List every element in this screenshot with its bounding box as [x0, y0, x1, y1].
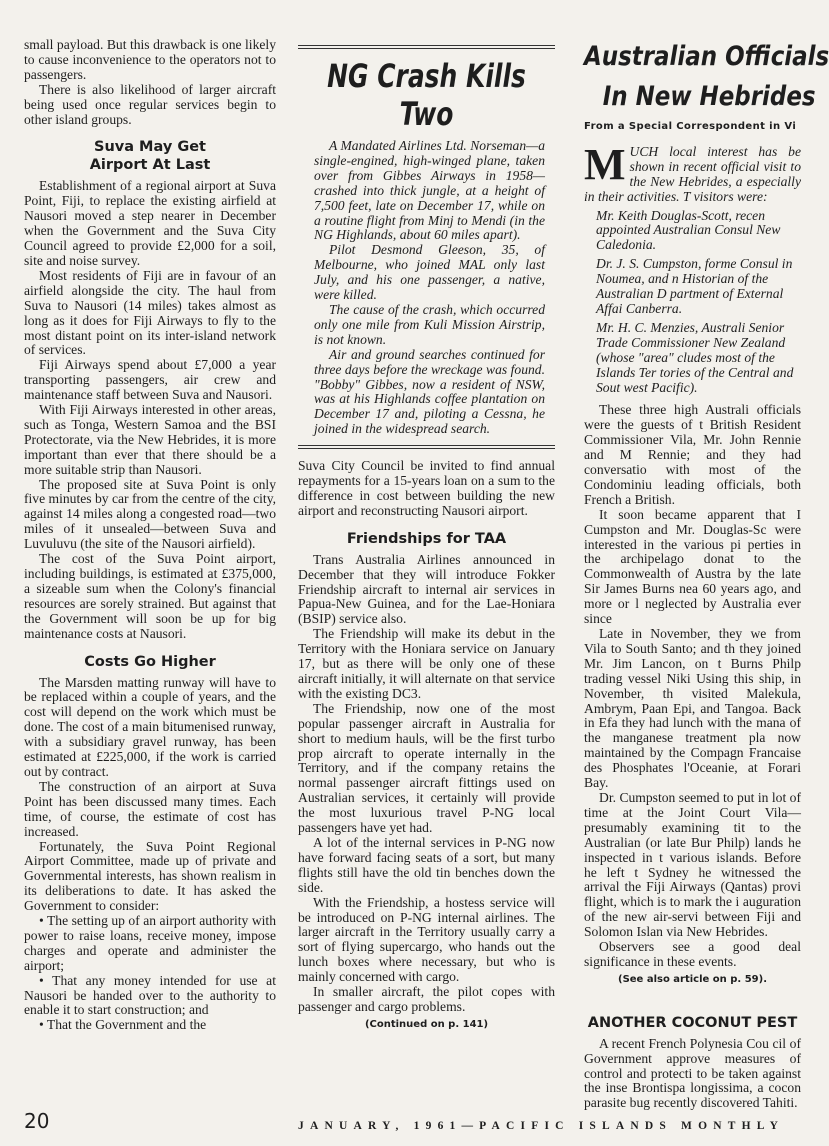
paragraph: The cost of the Suva Point airport, including buildings, is estimated at £375,000, a sizeable sum when the Colony's financial resources are sorely strained. But against that the Government will soon be up for big maintenance costs at Nausori. [24, 551, 276, 641]
paragraph: Pilot Desmond Gleeson, 35, of Melbourne, who joined MAL only last July, and his one passenger, a native, were killed. [314, 242, 545, 303]
section-heading-coconut-pest: ANOTHER COCONUT PEST [587, 1014, 798, 1031]
bullet-item: • The setting up of an airport authority with power to raise loans, receive money, impose charges and operate and administer the airport; [24, 913, 276, 973]
visitor-entry: Mr. Keith Douglas-Scott, recen appointed Australian Consul New Caledonia. [596, 207, 781, 253]
paragraph: The Marsden matting runway will have to be replaced within a couple of years, and the cost will depend on the work which must be done. The cost of a main bitumenised runway, with a subsidiary gravel runway, has been estimated at £225,000, if the work is carried out by contract. [24, 674, 276, 779]
intro [584, 139, 801, 205]
visitor-list [584, 209, 801, 396]
paragraph: The Friendship will make its debut in the Territory with the Honiara service on January 17, but as there will be only one of these aircraft initially, it will alternate on that service with the existing DC3. [298, 626, 555, 701]
column-2 [298, 45, 555, 1033]
drop-cap: M [584, 139, 626, 189]
paragraph: The Friendship, now one of the most popular passenger aircraft in Australia for short to medium hauls, will be the first turbo prop aircraft to operate internally in the Territory, and if the company retains the normal passenger aircraft fittings used on Australian services, it certainly will provide the most luxurious travel P-NG local passengers have yet had. [298, 700, 555, 836]
continued-note: (Continued on p. 141) [364, 1018, 489, 1030]
running-footer: JANUARY, 1961—PACIFIC ISLANDS MONTHLY [298, 1120, 785, 1132]
section-heading-friendships: Friendships for TAA [346, 530, 507, 547]
paragraph: With the Friendship, a hostess service will be introduced on P-NG internal airlines. The larger aircraft in the Territory usually carry a sort of flying supercargo, who hands out the lunch boxes where necessary, but who is mainly concerned with cargo. [298, 894, 555, 985]
paragraph: A lot of the internal services in P-NG now have forward facing seats of a sort, but many flights still have the old tin benches down the side. [298, 834, 555, 895]
visitor-entry: Mr. H. C. Menzies, Australi Senior Trade Commissioner New Zealand (whose "area" cludes most of the Islands Ter tories of the Central and Sout west Pacific). [596, 319, 794, 395]
paragraph: Late in November, they we from Vila to South Santo; and th they joined Mr. Jim Lancon, on t Burns Philp trading vessel Niki Using this ship, in November, th visited Malekula, Ambrym, Paan Epi, and Tangoa. Back in Efa they had lunch with the mana of the manganese treatment pla now maintained by the Compagn Francaise des Phosphates l'Oceanie, at Forari Bay. [584, 626, 801, 791]
paragraph: Observers see a good deal significance in these events. [584, 939, 801, 969]
paragraph: In smaller aircraft, the pilot copes with passenger and cargo problems. [298, 984, 555, 1014]
headline-australian-officials: Australian Officials [584, 41, 829, 72]
paragraph: A recent French Polynesia Cou cil of Government approve measures of control and protecti to be taken against the inse Brontispa longissima, a cocon parasite bug recently discovered Tahiti. [584, 1035, 801, 1111]
bullet-item: • That any money intended for use at Nausori be handed over to the authority to enable it to start construction; and [24, 972, 276, 1018]
page-number: 20 [24, 1109, 50, 1133]
double-rule [298, 445, 555, 449]
paragraph: Dr. Cumpston seemed to put in lot of time at the Joint Court Vila—presumably examining tit to the Australian (or late Bur Philp) lands he inspected in t various islands. Before he left t Sydney he witnessed the arrival the Fiji Airways (Qantas) provi flight, which is to mark the i auguration of the new air-servi between Fiji and Solomon Islan via New Hebrides. [584, 789, 801, 940]
paragraph: Trans Australia Airlines announced in December that they will introduce Fokker Friendship aircraft to internal air services in Papua-New Guinea, and for the Lae-Honiara (BSIP) service also. [298, 551, 555, 627]
headline-new-hebrides: In New Hebrides [602, 81, 816, 112]
paragraph: Most residents of Fiji are in favour of an airfield alongside the city. The haul from Suva to Nausori (14 miles) takes almost as long as it does for Fiji Airways to fly to the most distant point on its inter-island network of services. [24, 267, 276, 358]
paragraph: Fiji Airways spend about £7,000 a year transporting passengers, air crew and maintenance staff between Suva and Nausori. [24, 357, 276, 403]
paragraph: With Fiji Airways interested in other areas, such as Tonga, Western Samoa and the BSI Protectorate, via the New Hebrides, it is more important than ever that there should be a more suitable strip than Nausori. [24, 402, 276, 477]
intro-text: UCH local interest has be shown in recent official visit to the New Hebrides, a especially in their activities. T visitors were: [584, 143, 801, 204]
paragraph: These three high Australi officials were the guests of t British Resident Commissioner Vila, Mr. John Rennie and M Rennie; and they had conversatio with most of the Condominiu leading officials, both French a British. [584, 402, 801, 507]
lead-story [298, 139, 555, 437]
paragraph: The construction of an airport at Suva Point has been discussed many times. Each time, of course, the estimate of cost has increased. [24, 778, 276, 839]
headline-ng-crash: NG Crash Kills Two [327, 57, 526, 133]
visitor-entry: Dr. J. S. Cumpston, forme Consul in Noumea, and n Historian of the Australian D partment of External Affai Canberra. [596, 256, 793, 316]
section-heading-suva-airport: Suva May Get Airport At Last [89, 139, 211, 174]
paragraph: It soon became apparent that I Cumpston and Mr. Douglas-Sc were interested in the various pi perties in the archipelago donat to the Commonwealth of Austra by the late Sir James Burns nea 60 years ago, and more or l neglected by Australia ever since [584, 506, 801, 627]
double-rule [298, 45, 555, 49]
column-3 [584, 40, 829, 1111]
byline: From a Special Correspondent in Vi [584, 121, 797, 132]
paragraph: A Mandated Airlines Ltd. Norseman—a single-engined, high-winged plane, taken over from Gibbes Airways in 1958—crashed into thick jungle, at a height of 7,500 feet, late on December 17, while on a routine flight from Minj to Mendi (in the NG Highlands, about 60 miles apart). [314, 138, 545, 243]
paragraph: Suva City Council be invited to find annual repayments for a 15-years loan on a sum to the difference in cost between building the new airport and reconstructing Nausori airport. [298, 458, 555, 518]
section-heading-costs: Costs Go Higher [84, 653, 216, 670]
paragraph: The proposed site at Suva Point is only five minutes by car from the centre of the city, against 14 miles along a congested road—two miles of it unsealed—between Suva and Luvuluvu (the site of the Nausori airfield). [24, 476, 277, 552]
paragraph: There is also likelihood of larger aircraft being used once regular services begin to other island groups. [24, 81, 276, 127]
column-1 [24, 38, 276, 1033]
see-also-note: (See also article on p. 59). [618, 973, 767, 985]
paragraph: The cause of the crash, which occurred only one mile from Kuli Mission Airstrip, is not known. [314, 301, 545, 347]
paragraph: Fortunately, the Suva Point Regional Airport Committee, made up of private and Governmental interests, has shown realism in its deliberations to date. It has asked the Government to consider: [24, 838, 276, 914]
bullet-item: • That the Government and the [39, 1017, 207, 1033]
paragraph: Establishment of a regional airport at Suva Point, Fiji, to replace the existing airfield at Nausori moved a step nearer in December when the Government and the Suva City Council agreed to provide £2,000 for a soil, site and noise survey. [24, 178, 276, 268]
paragraph: small payload. But this drawback is one likely to cause inconvenience to the operators not to passengers. [24, 37, 276, 82]
paragraph: Air and ground searches continued for three days before the wreckage was found. "Bobby" Gibbes, now a resident of NSW, was at his Highlands coffee plantation on December 17 and, piloting a Cessna, he joined in the widespread search. [314, 346, 545, 437]
